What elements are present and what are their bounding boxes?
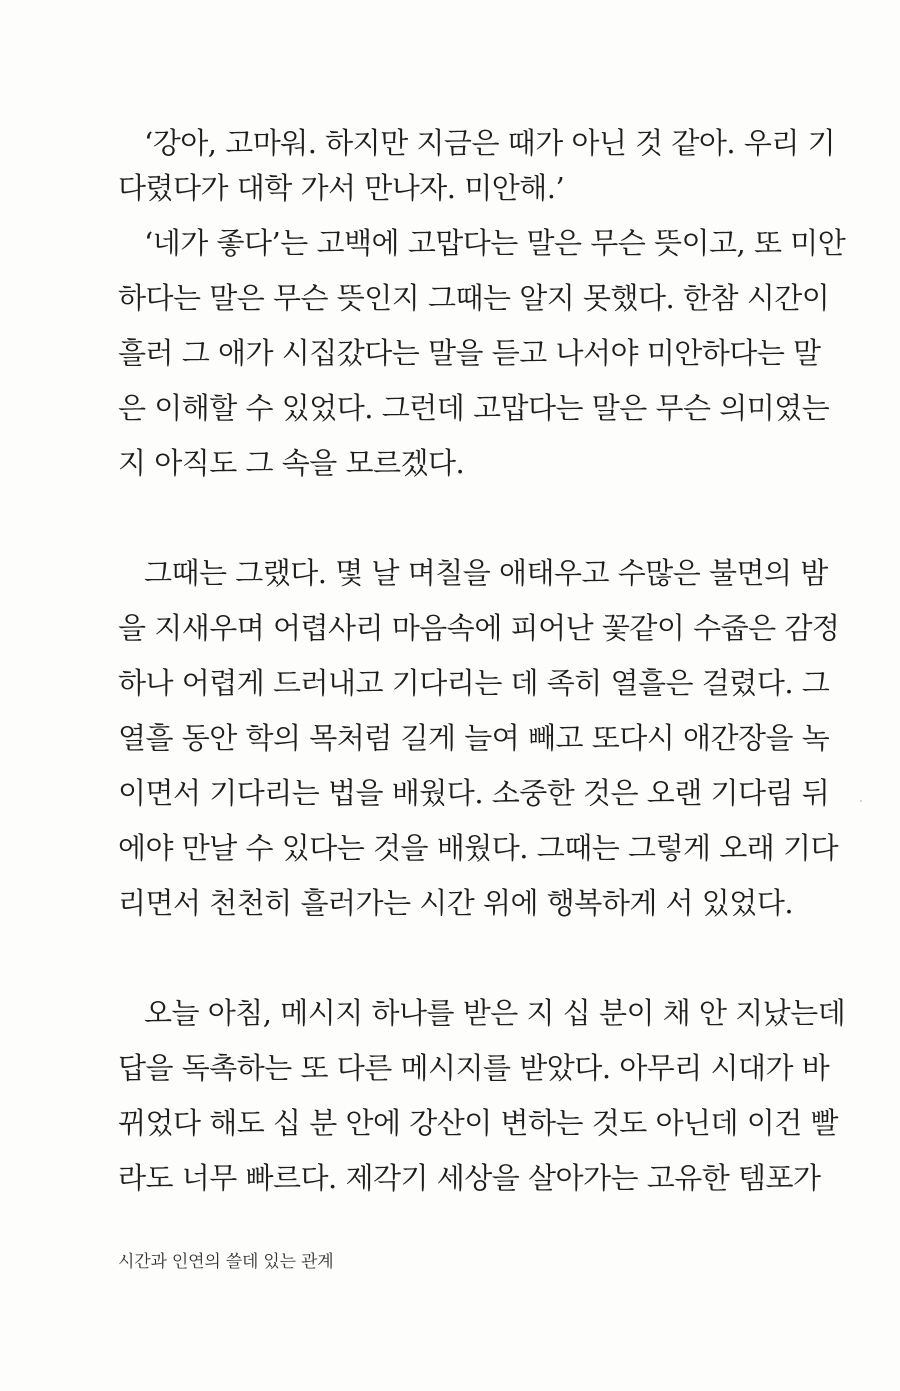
text-line: 오늘 아침, 메시지 하나를 받은 지 십 분이 채 안 지났는데 (144, 996, 846, 1030)
text-line: 이면서 기다리는 법을 배웠다. 소중한 것은 오랜 기다림 뒤 (118, 776, 830, 810)
text-line: ‘강아, 고마워. 하지만 지금은 때가 아닌 것 같아. 우리 기 (144, 126, 836, 160)
text-line: 답을 독촉하는 또 다른 메시지를 받았다. 아무리 시대가 바 (118, 1051, 830, 1085)
text-line: 라도 너무 빠르다. 제각기 세상을 살아가는 고유한 템포가 (118, 1161, 821, 1195)
text-line: 하나 어렵게 드러내고 기다리는 데 족히 열흘은 걸렸다. 그 (118, 666, 830, 700)
running-footer-book-title: 시간과 인연의 쓸데 있는 관계 (118, 1252, 334, 1272)
text-line: 그때는 그랬다. 몇 날 며칠을 애태우고 수많은 불면의 밤 (144, 556, 828, 590)
text-line: ‘네가 좋다’는 고백에 고맙다는 말은 무슨 뜻이고, 또 미안 (144, 226, 846, 260)
text-line: 을 지새우며 어렵사리 마음속에 피어난 꽃같이 수줍은 감정 (118, 611, 840, 645)
text-line: 흘러 그 애가 시집갔다는 말을 듣고 나서야 미안하다는 말 (118, 336, 821, 370)
text-line: 리면서 천천히 흘러가는 시간 위에 행복하게 서 있었다. (118, 886, 794, 920)
text-line: 은 이해할 수 있었다. 그런데 고맙다는 말은 무슨 의미였는 (118, 391, 830, 425)
text-line: 뀌었다 해도 십 분 안에 강산이 변하는 것도 아닌데 이건 빨 (118, 1106, 839, 1140)
text-line: 다렸다가 대학 가서 만나자. 미안해.’ (118, 171, 565, 205)
text-line: 에야 만날 수 있다는 것을 배웠다. 그때는 그렇게 오래 기다 (118, 831, 839, 865)
text-line: 열흘 동안 학의 목처럼 길게 늘여 빼고 또다시 애간장을 녹 (118, 721, 830, 755)
text-line: 지 아직도 그 속을 모르겠다. (118, 446, 465, 480)
text-line: 하다는 말은 무슨 뜻인지 그때는 알지 못했다. 한참 시간이 (118, 281, 830, 315)
paper-speck (860, 800, 862, 802)
